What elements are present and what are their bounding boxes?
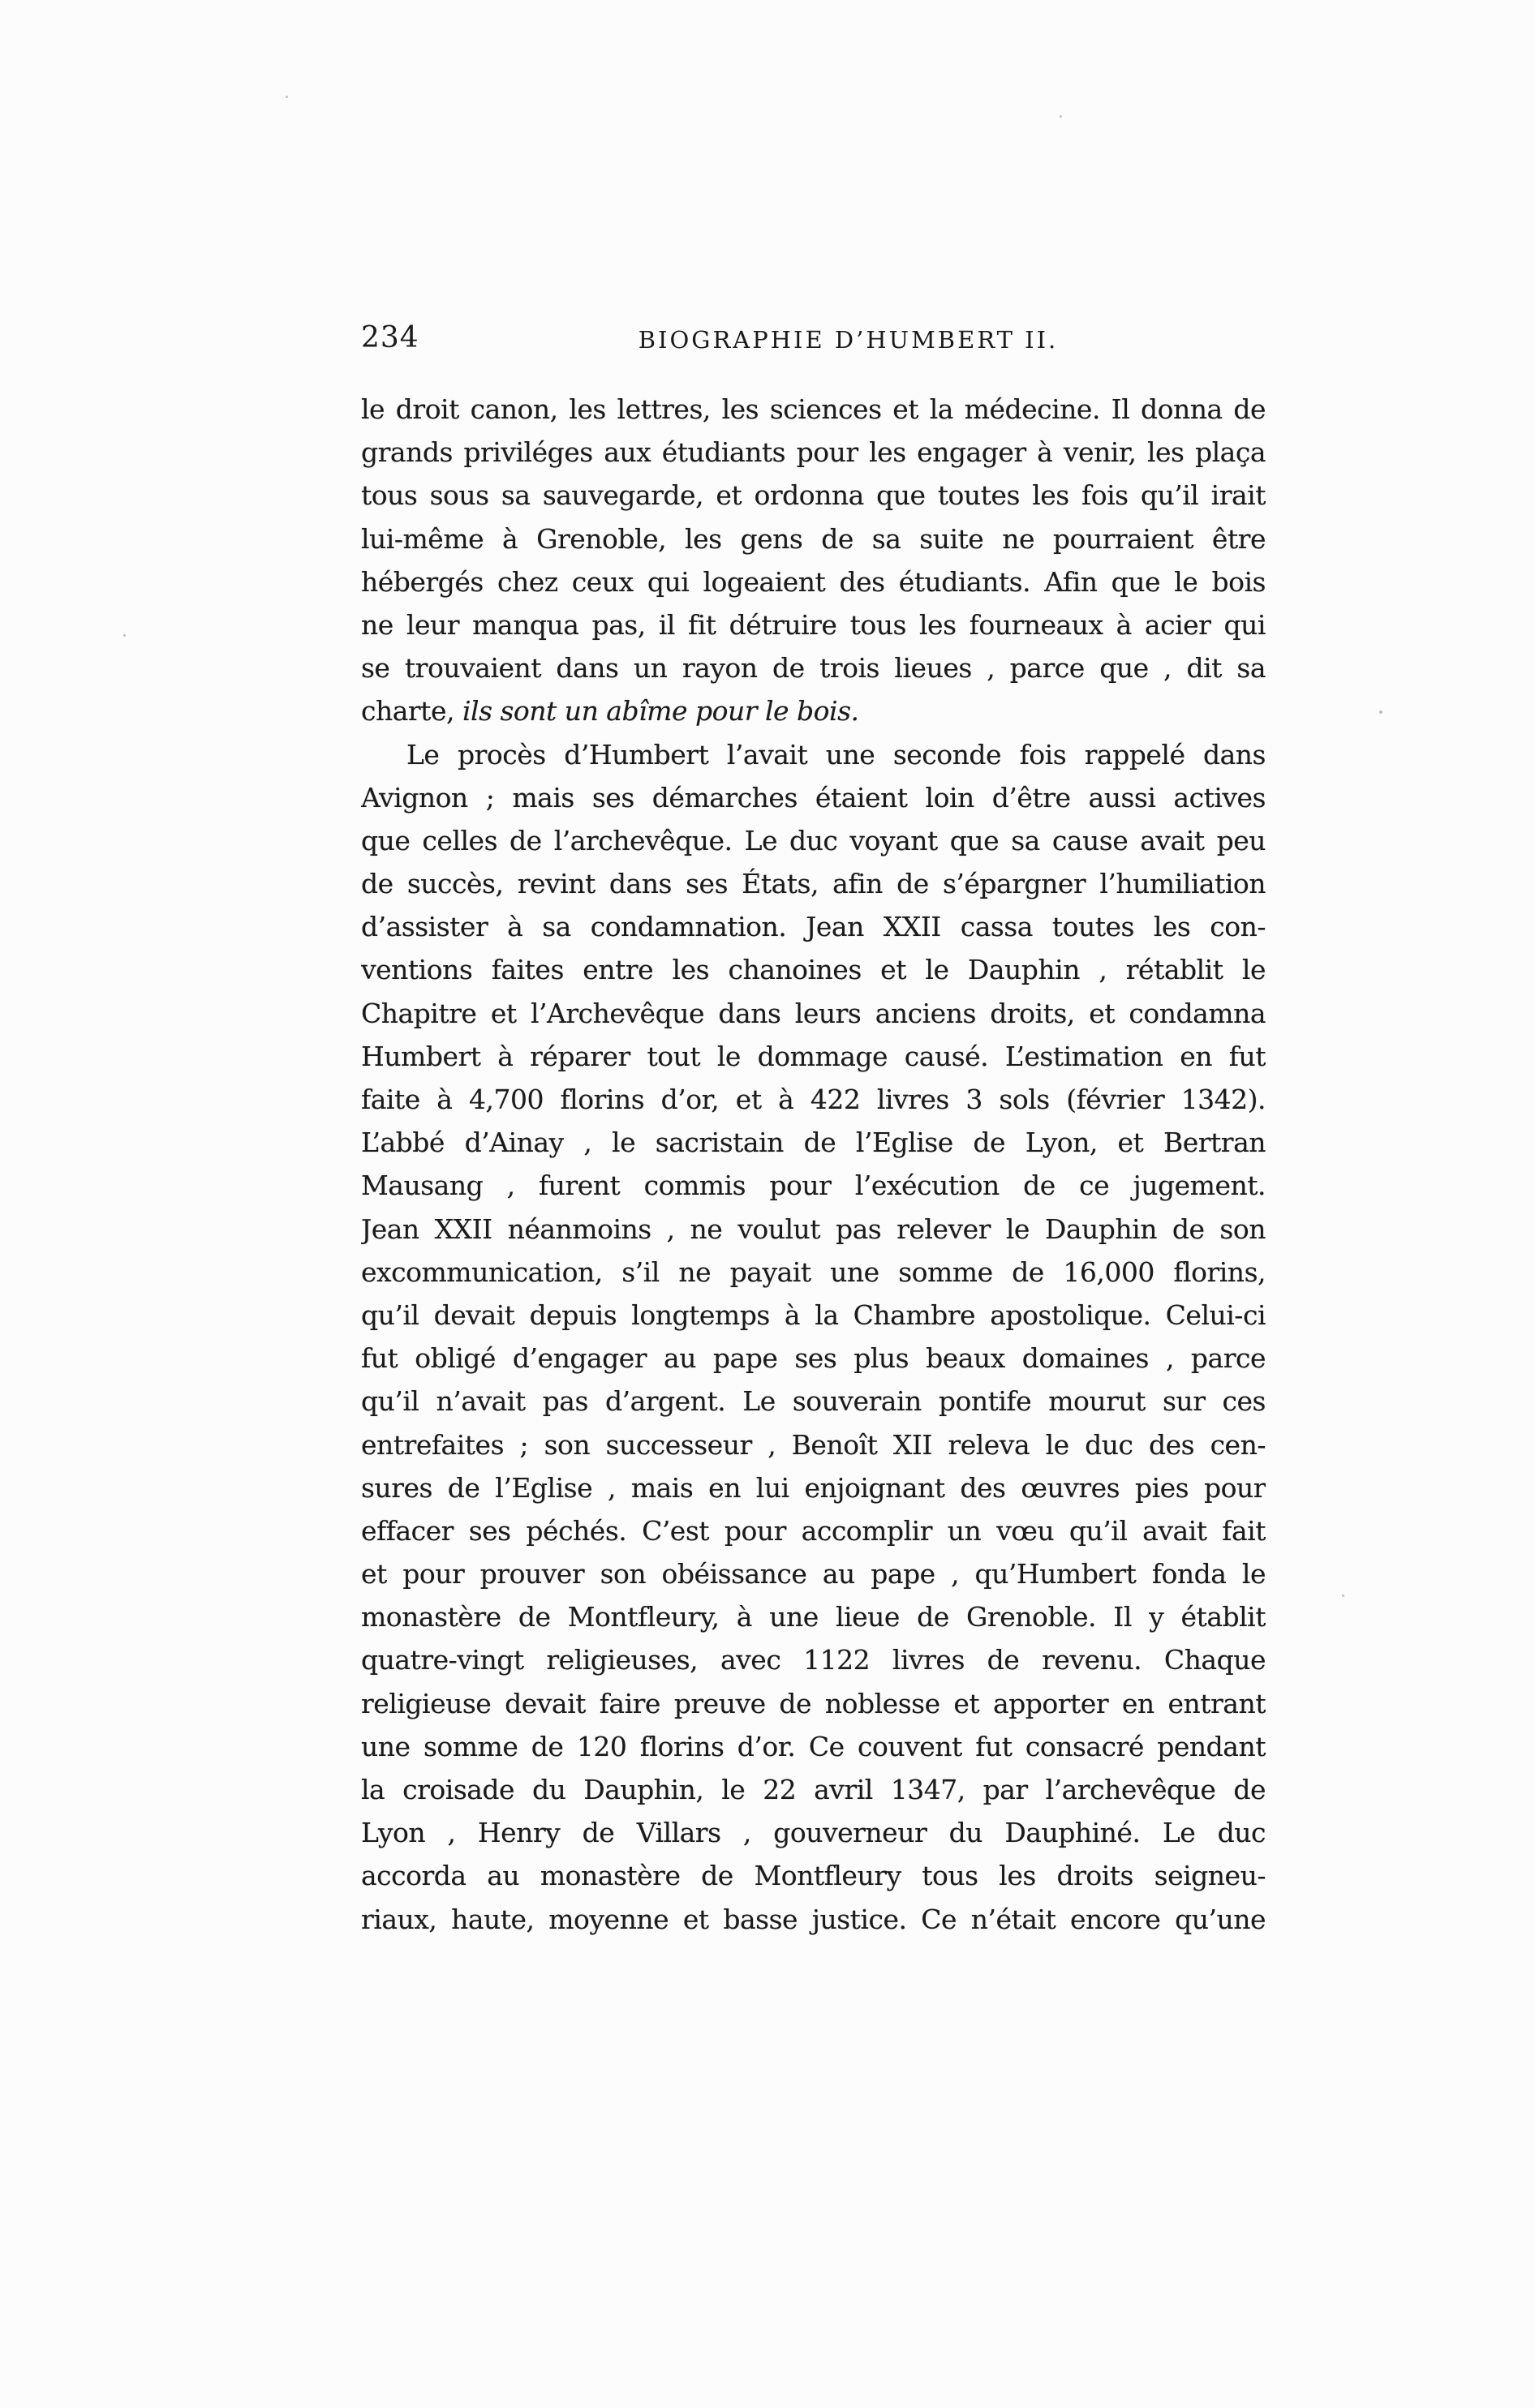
- text-line: accorda au monastère de Montfleury tous les droits seigneu-: [361, 1860, 1266, 1892]
- text-line: sures de l’Eglise , mais en lui enjoignant des œuvres pies pour: [361, 1471, 1266, 1504]
- text-line: excommunication, s’il ne payait une somme de 16,000 florins,: [361, 1256, 1266, 1288]
- text-segment-italic: ils sont un abîme pour le bois.: [462, 695, 859, 728]
- text-line: grands priviléges aux étudiants pour les engager à venir, les plaça: [361, 436, 1266, 469]
- text-line: tous sous sa sauvegarde, et ordonna que toutes les fois qu’il irait: [361, 479, 1266, 512]
- text-line: effacer ses péchés. C’est pour accomplir un vœu qu’il avait fait: [361, 1514, 1266, 1547]
- text-line: d’assister à sa condamnation. Jean XXII cassa toutes les con-: [361, 911, 1266, 943]
- text-line: une somme de 120 florins d’or. Ce couvent fut consacré pendant: [361, 1730, 1266, 1762]
- text-line: religieuse devait faire preuve de noblesse et apporter en entrant: [361, 1687, 1266, 1719]
- text-line: Humbert à réparer tout le dommage causé. L’estimation en fut: [361, 1040, 1266, 1072]
- text-line: la croisade du Dauphin, le 22 avril 1347, par l’archevêque de: [361, 1774, 1266, 1805]
- body-text: [361, 388, 1266, 1941]
- scan-speck: [1342, 1595, 1344, 1597]
- text-line: le droit canon, les lettres, les sciences et la médecine. Il donna de: [361, 393, 1266, 425]
- text-line: Le procès d’Humbert l’avait une seconde fois rappelé dans: [406, 738, 1266, 770]
- text-line: entrefaites ; son successeur , Benoît XII releva le duc des cen-: [361, 1428, 1266, 1461]
- text-line: Chapitre et l’Archevêque dans leurs anciens droits, et condamna: [361, 997, 1266, 1029]
- text-line: quatre-vingt religieuses, avec 1122 livres de revenu. Chaque: [361, 1644, 1266, 1676]
- text-line: ne leur manqua pas, il fit détruire tous les fourneaux à acier qui: [361, 608, 1266, 641]
- text-line: qu’il n’avait pas d’argent. Le souverain pontife mourut sur ces: [361, 1385, 1266, 1418]
- text-line: lui-même à Grenoble, les gens de sa suite ne pourraient être: [361, 522, 1266, 555]
- text-line: hébergés chez ceux qui logeaient des étudiants. Afin que le bois: [361, 565, 1266, 598]
- running-header: [361, 321, 1266, 358]
- text-line: L’abbé d’Ainay , le sacristain de l’Eglise de Lyon, et Bertran: [361, 1127, 1266, 1159]
- text-line: [361, 689, 1266, 732]
- text-line: que celles de l’archevêque. Le duc voyant que sa cause avait peu: [361, 824, 1266, 856]
- text-line: qu’il devait depuis longtemps à la Chambre apostolique. Celui-ci: [361, 1298, 1266, 1331]
- text-line: et pour prouver son obéissance au pape , qu’Humbert fonda le: [361, 1558, 1266, 1590]
- text-segment: charte,: [361, 695, 462, 728]
- text-line: ventions faites entre les chanoines et le Dauphin , rétablit le: [361, 954, 1266, 986]
- text-line: Avignon ; mais ses démarches étaient loin d’être aussi actives: [361, 781, 1266, 813]
- page-number: 234: [361, 321, 419, 354]
- text-line: Mausang , furent commis pour l’exécution de ce jugement.: [361, 1170, 1266, 1202]
- text-line: se trouvaient dans un rayon de trois lieues , parce que , dit sa: [361, 652, 1266, 685]
- scan-speck: [1379, 710, 1382, 714]
- scan-speck: [1060, 115, 1062, 118]
- running-title: BIOGRAPHIE D’HUMBERT II.: [638, 326, 1059, 354]
- text-line: fut obligé d’engager au pape ses plus beaux domaines , parce: [361, 1342, 1266, 1375]
- text-line: Jean XXII néanmoins , ne voulut pas relever le Dauphin de son: [361, 1213, 1266, 1245]
- scan-speck: [123, 634, 126, 637]
- text-line: riaux, haute, moyenne et basse justice. Ce n’était encore qu’une: [361, 1903, 1266, 1935]
- text-line: Lyon , Henry de Villars , gouverneur du Dauphiné. Le duc: [361, 1817, 1266, 1849]
- text-line: de succès, revint dans ses États, afin de s’épargner l’humiliation: [361, 868, 1266, 900]
- scan-speck: [286, 96, 288, 98]
- text-line: monastère de Montfleury, à une lieue de Grenoble. Il y établit: [361, 1601, 1266, 1633]
- text-line: faite à 4,700 florins d’or, et à 422 livres 3 sols (février 1342).: [361, 1084, 1266, 1115]
